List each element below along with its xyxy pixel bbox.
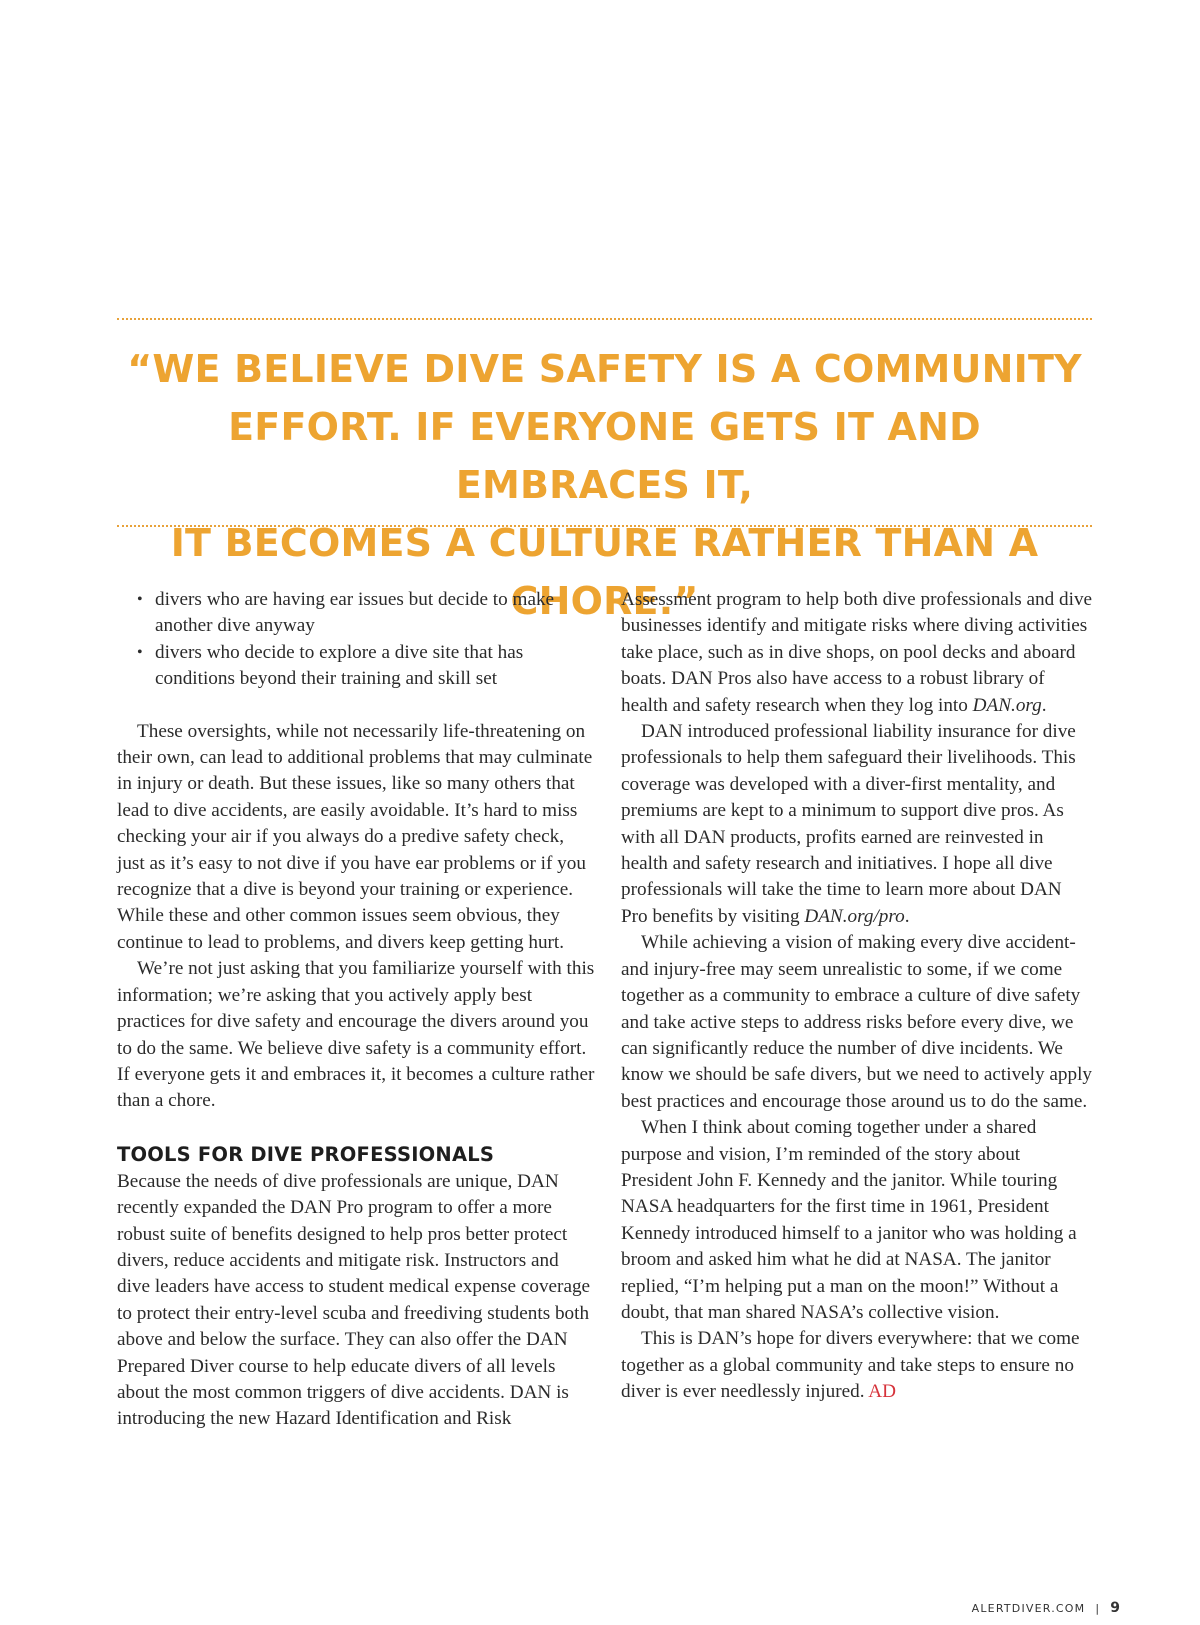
paragraph-text: This is DAN’s hope for divers everywhere: that we come together as a global community and take steps to ensure no diver is ever needlessly injured. [621,1328,1080,1403]
footer-site: ALERTDIVER.COM [971,1602,1086,1615]
pull-quote-bottom-rule [117,525,1092,527]
body-paragraph [621,719,1093,930]
list-item: • divers who are having ear issues but decide to make another dive anyway [117,587,595,640]
paragraph-end: . [1041,694,1047,716]
body-paragraph: These oversights, while not necessarily life-threatening on their own, can lead to additional problems that may culminate in injury or death. But these issues, like so many others that lead to dive accidents, are easily avoidable. It’s hard to miss checking your air if you always do a predive safety check, just as it’s easy to not dive if you have ear problems or if you recognize that a dive is beyond your training or experience. While these and other common issues seem obvious, they continue to lead to problems, and divers keep getting hurt. [117,720,593,953]
body-paragraph: While achieving a vision of making every dive accident- and injury-free may seem unrealistic to some, if we come together as a community to embrace a culture of dive safety and take active steps to address risks before every dive, we can significantly reduce the number of dive incidents. We know we should be safe divers, but we need to actively apply best practices and encourage those around us to do the same. [621,932,1093,1112]
body-paragraph: We’re not just asking that you familiarize yourself with this information; we’re asking that you actively apply best practices for dive safety and encourage the divers around you to do the same. We believe dive safety is a community effort. If everyone gets it and embraces it, it becomes a culture rather than a chore. [117,958,595,1112]
bullet-list [117,587,595,693]
body-paragraph: Because the needs of dive professionals are unique, DAN recently expanded the DAN Pro program to offer a more robust suite of benefits designed to help pros better protect divers, reduce accidents and mitigate risk. Instructors and dive leaders have access to student medical expense coverage to protect their entry-level scuba and freediving students both above and below the surface. They can also offer the DAN Prepared Diver course to help educate divers of all levels about the most common triggers of dive accidents. DAN is introducing the new Hazard Identification and Risk [117,1170,591,1430]
pull-quote-top-rule [117,318,1092,320]
pull-quote-line: IT BECOMES A CULTURE RATHER THAN A CHORE.” [170,521,1039,623]
right-column [621,587,1093,1406]
page-number: 9 [1110,1600,1120,1616]
page-footer [972,1600,1120,1616]
dan-org-link[interactable]: DAN.org [972,694,1042,716]
pull-quote-line: “WE BELIEVE DIVE SAFETY IS A COMMUNITY [127,347,1082,391]
end-mark: AD [868,1381,896,1403]
body-paragraph: When I think about coming together under a shared purpose and vision, I’m reminded of the story about President John F. Kennedy and the janitor. While touring NASA headquarters for the first time in 1961, President Kennedy introduced himself to a janitor who was holding a broom and asked him what he did at NASA. The janitor replied, “I’m helping put a man on the moon!” Without a doubt, that man shared NASA’s collective vision. [621,1117,1077,1323]
paragraph-text: DAN introduced professional liability insurance for dive professionals to help them safeguard their livelihoods. This coverage was developed with a diver-first mentality, and premiums are kept to a minimum to support dive pros. As with all DAN products, profits earned are reinvested in health and safety research and initiatives. I hope all dive professionals will take the time to learn more about DAN Pro benefits by visiting [621,721,1076,927]
section-heading: TOOLS FOR DIVE PROFESSIONALS [117,1142,495,1166]
left-column [117,587,595,1433]
footer-separator: | [1095,1602,1101,1615]
list-item: • divers who decide to explore a dive site that has conditions beyond their training and skill set [117,640,595,693]
body-paragraph [621,1326,1093,1405]
pull-quote-line: EFFORT. IF EVERYONE GETS IT AND EMBRACES IT, [228,405,981,507]
dan-pro-link[interactable]: DAN.org/pro [804,905,905,927]
body-paragraph [621,587,1093,719]
paragraph-text: Assessment program to help both dive professionals and dive businesses identify and mitigate risks where diving activities take place, such as in dive shops, on pool decks and aboard boats. DAN Pros also have access to a robust library of health and safety research when they log into [621,589,1093,716]
paragraph-end: . [904,905,910,927]
